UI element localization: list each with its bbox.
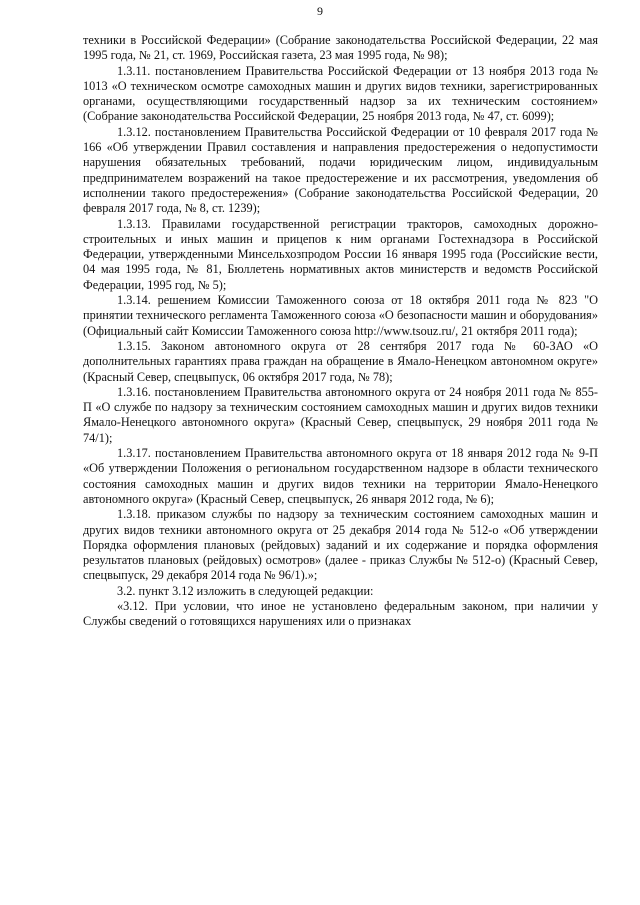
paragraph-1-3-17: 1.3.17. постановлением Правительства автономного округа от 18 января 2012 года № 9-П «Об утверждении Положения о региональном государственном надзоре в области технического состояния самоходных машин и других видов техники на территории Ямало-Ненецкого автономного округа» (Красный Север, спецвыпуск, 26 января 2012 года, № 6); — [83, 446, 598, 506]
paragraph-1-3-12: 1.3.12. постановлением Правительства Российской Федерации от 10 февраля 2017 года № 166 «Об утверждении Правил составления и направления предостережения о недопустимости нарушения обязательных требований, подачи юридическим лицом, индивидуальным предпринимателем возражений на такое предостережение и их рассмотрения, уведомления об исполнении такого предостережения» (Собрание законодательства Российской Федерации, 20 февраля 2017 года, № 8, ст. 1239); — [83, 124, 598, 216]
paragraph-3-2: 3.2. пункт 3.12 изложить в следующей редакции: — [117, 583, 374, 598]
paragraph-continuation: техники в Российской Федерации» (Собрание законодательства Российской Федерации, 22 мая 1995 года, № 21, ст. 1969, Российская газета, 23 мая 1995 года, № 98); — [83, 33, 598, 63]
paragraph-1-3-14: 1.3.14. решением Комиссии Таможенного союза от 18 октября 2011 года № 823 "О принятии технического регламента Таможенного союза «О безопасности машин и оборудования» (Официальный сайт Комиссии Таможенного союза http://www.tsouz.ru/, 21 октября 2011 года); — [83, 293, 598, 338]
paragraph-1-3-15: 1.3.15. Законом автономного округа от 28 сентября 2017 года № 60-ЗАО «О дополнительных гарантиях права граждан на обращение в Ямало-Ненецком автономном округе» (Красный Север, спецвыпуск, 06 октября 2017 года, № 78); — [83, 338, 598, 384]
paragraph-1-3-13: 1.3.13. Правилами государственной регистрации тракторов, самоходных дорожно-строительных и иных машин и прицепов к ним органами Гостехнадзора в Российской Федерации, утвержденными Минсельхозпродом России 16 января 1995 года (Российские вести, 04 мая 1995 года, № 81, Бюллетень нормативных актов министерств и ведомств Российской Федерации, 1995 год, № 5); — [83, 216, 598, 292]
paragraph-1-3-11: 1.3.11. постановлением Правительства Российской Федерации от 13 ноября 2013 года № 1013 «О техническом осмотре самоходных машин и других видов техники, зарегистрированных органами, осуществляющими государственный надзор за их техническим состоянием» (Собрание законодательства Российской Федерации, 25 ноября 2013 года, № 47, ст. 6099); — [83, 63, 598, 124]
paragraph-3-12-quote: «3.12. При условии, что иное не установлено федеральным законом, при наличии у Службы сведений о готовящихся нарушениях или о признаках — [83, 598, 598, 629]
paragraph-1-3-18: 1.3.18. приказом службы по надзору за техническим состоянием самоходных машин и других видов техники автономного округа от 25 декабря 2014 года № 512-о «Об утверждении Порядка оформления плановых (рейдовых) заданий и их содержание и порядка оформления результатов плановых (рейдовых) осмотров» (далее - приказ Службы № 512-о) (Красный Север, спецвыпуск, 29 декабря 2014 года № 96/1).»; — [83, 507, 598, 583]
document-body — [83, 33, 598, 630]
paragraph-1-3-16: 1.3.16. постановлением Правительства автономного округа от 24 ноября 2011 года № 855-П «О службе по надзору за техническим состоянием самоходных машин и других видов техники Ямало-Ненецкого автономного округа» (Красный Север, спецвыпуск, 29 ноября 2011 года № 74/1); — [83, 384, 598, 445]
page-number: 9 — [317, 4, 323, 18]
